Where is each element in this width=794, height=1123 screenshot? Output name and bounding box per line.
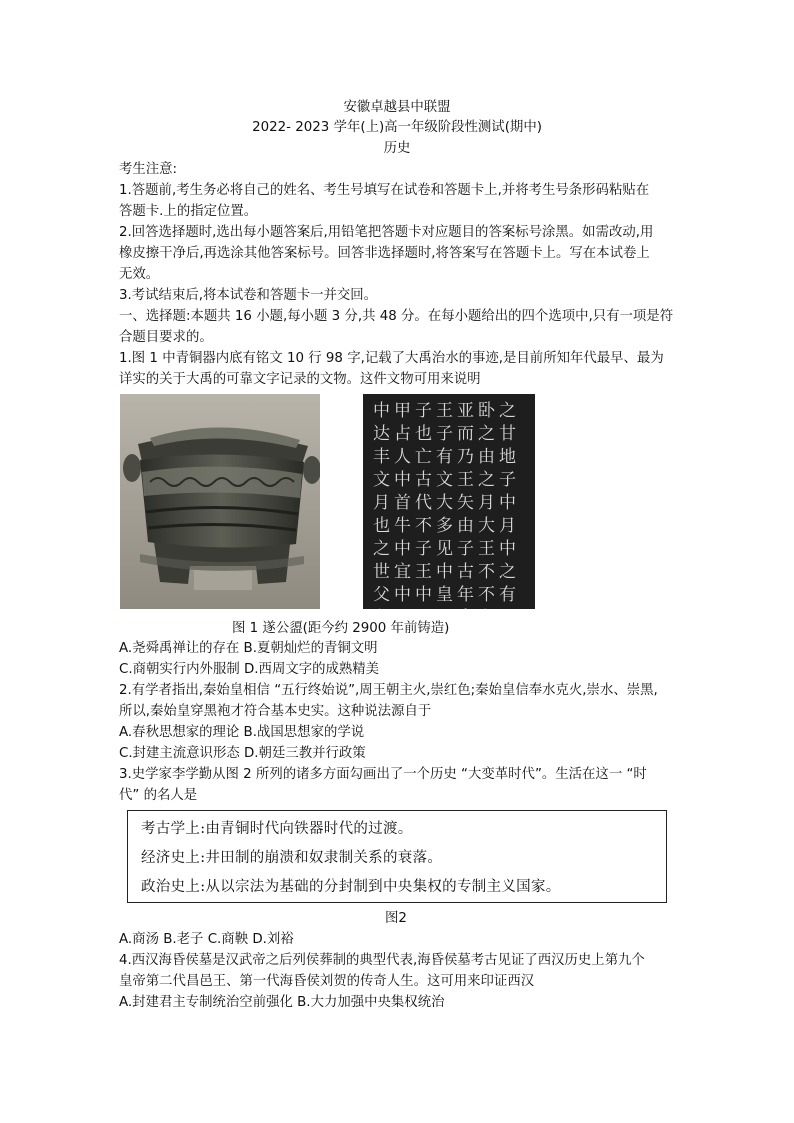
figure2-line: 经济史上:井田制的崩溃和奴隶制关系的衰落。	[141, 850, 443, 866]
q4-stem: 皇帝第二代昌邑王、第一代海昏侯刘贺的传奇人生。这可用来印证西汉	[119, 974, 535, 989]
bronze-vessel-photo	[120, 394, 320, 609]
subject-title: 历史	[383, 141, 411, 156]
exam-title: 2022- 2023 学年(上)高一年级阶段性测试(期中)	[252, 120, 542, 135]
q1-stem: 详实的关于大禹的可靠文字记录的文物。这件文物可用来说明	[119, 372, 481, 387]
notice-line: 3.考试结束后,将本试卷和答题卡一并交回。	[119, 288, 378, 303]
notice-line: 2.回答选择题时,选出每小题答案后,用铅笔把答题卡对应题目的答案标号涂黑。如需改动,用	[119, 225, 654, 240]
inscription-rubbing	[363, 394, 535, 609]
q2-stem: 所以,秦始皇穿黑袍才符合基本史实。这种说法源自于	[119, 704, 432, 719]
q2-stem: 2.有学者指出,秦始皇相信 “五行终始说”,周王朝主火,崇红色;秦始皇信奉水克火,崇水、崇黑,	[119, 683, 658, 698]
notice-line: 1.答题前,考生务必将自己的姓名、考生号填写在试卷和答题卡上,并将考生号条形码粘贴在	[119, 183, 650, 198]
org-title: 安徽卓越县中联盟	[343, 100, 451, 115]
inscription-rubbing-text: 中甲子王亚卧之达占也子而之甘丰人亡有乃由地文中古文王之子月首代大矢月中也牛不多由大月之中子见子王中世宜王中古不之父中中皇年不有	[373, 401, 520, 605]
notice-line: 答题卡.上的指定位置。	[119, 204, 258, 219]
q1-option: A.尧舜禹禅让的存在 B.夏朝灿烂的青铜文明	[119, 641, 378, 656]
figure2-box	[127, 810, 667, 903]
section-heading: 合题目要求的。	[119, 330, 213, 345]
notice-line: 无效。	[119, 267, 160, 282]
figure2-line: 政治史上:从以宗法为基础的分封制到中央集权的专制主义国家。	[141, 879, 561, 895]
q2-option: A.春秋思想家的理论 B.战国思想家的学说	[119, 725, 365, 740]
q3-option: A.商汤 B.老子 C.商鞅 D.刘裕	[119, 932, 294, 947]
figure2-caption: 图2	[385, 911, 407, 926]
q4-option: A.封建君主专制统治空前强化 B.大力加强中央集权统治	[119, 995, 445, 1010]
notice-heading: 考生注意:	[119, 162, 178, 177]
q3-stem: 代” 的名人是	[119, 788, 198, 803]
q1-option: C.商朝实行内外服制 D.西周文字的成熟精美	[119, 662, 380, 677]
q3-stem: 3.史学家李学勤从图 2 所列的诸多方面勾画出了一个历史 “大变革时代”。生活在这一 “时	[119, 767, 647, 782]
q2-option: C.封建主流意识形态 D.朝廷三教并行政策	[119, 746, 366, 761]
q1-stem: 1.图 1 中青铜器内底有铭文 10 行 98 字,记载了大禹治水的事迹,是目前所知年代最早、最为	[119, 351, 664, 366]
figure1-caption: 图 1 遂公盨(距今约 2900 年前铸造)	[232, 621, 450, 636]
bronze-vessel-illustration	[120, 394, 320, 609]
figure2-line: 考古学上:由青铜时代向铁器时代的过渡。	[141, 821, 413, 837]
q4-stem: 4.西汉海昏侯墓是汉武帝之后列侯葬制的典型代表,海昏侯墓考古见证了西汉历史上第九个	[119, 953, 645, 968]
section-heading: 一、选择题:本题共 16 小题,每小题 3 分,共 48 分。在每小题给出的四个选项中,只有一项是符	[119, 309, 674, 324]
notice-line: 橡皮擦干净后,再选涂其他答案标号。回答非选择题时,将答案写在答题卡上。写在本试卷上	[119, 246, 650, 261]
